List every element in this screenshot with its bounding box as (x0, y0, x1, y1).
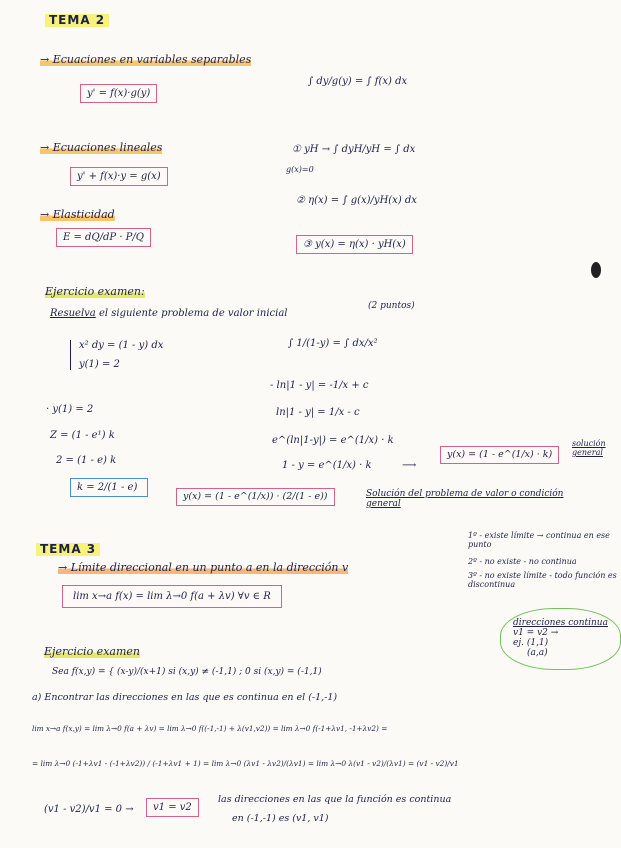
tema3-note-1: 1º - existe límite → continua en ese punto (468, 531, 610, 549)
ejercicio1-initial-condition: · y(1) = 2 (46, 404, 94, 415)
ejercicio1-particular-solution: y(x) = (1 - e^(1/x)) · (2/(1 - e)) (176, 488, 335, 506)
ejercicio1-z-line2: 2 = (1 - e) k (56, 455, 117, 466)
ejercicio2-conclusion-1: las direcciones en las que la función es continua (218, 794, 452, 805)
lineales-formula: y' + f(x)·y = g(x) (70, 167, 168, 186)
ejercicio1-z-line1: Z = (1 - e¹) k (50, 430, 115, 441)
ejercicio2-line1: lim x→a f(x,y) = lim λ→0 f(a + λv) = lim λ→0 f((-1,-1) + λ(v1,v2)) = lim λ→0 f(-1+λv1, -1+λv2) = (32, 724, 388, 733)
ejercicio1-integral: ∫ 1/(1-y) = ∫ dx/x² (288, 338, 378, 349)
tema3-cloud-line1: v1 = v2 → (513, 627, 559, 638)
binder-hole-icon (591, 262, 601, 278)
ejercicio1-step4: 1 - y = e^(1/x) · k (282, 460, 372, 471)
tema2-title: TEMA 2 (45, 14, 109, 27)
ejercicio1-step3: e^(ln|1-y|) = e^(1/x) · k (272, 435, 394, 446)
separables-formula: y' = f(x)·g(y) (80, 84, 157, 103)
ejercicio1-system (70, 340, 163, 370)
ejercicio1-step1: - ln|1 - y| = -1/x + c (270, 380, 369, 391)
ejercicio2-boxed-result: v1 = v2 (146, 798, 199, 817)
separables-heading: → Ecuaciones en variables separables (40, 53, 252, 66)
ejercicio2-line2: = lim λ→0 (-1+λv1 - (-1+λv2)) / (-1+λv1 + 1) = lim λ→0 (λv1 - λv2)/(λv1) = lim λ→0 λ(v1 - v2)/(λv1) = (v1 - v2)/v1 (32, 759, 459, 768)
lineales-step1: ① yH → ∫ dyH/yH = ∫ dx (292, 144, 416, 155)
tema3-title: TEMA 3 (36, 543, 100, 556)
lineales-heading: → Ecuaciones lineales (40, 141, 163, 154)
tema3-cloud-note (500, 608, 621, 670)
ejercicio1-particular-label: Solución del problema de valor o condición general (366, 489, 564, 509)
elasticidad-heading: → Elasticidad (40, 208, 115, 221)
ejercicio1-points: (2 puntos) (368, 301, 415, 311)
lineales-step2: ② η(x) = ∫ g(x)/yH(x) dx (296, 195, 417, 206)
ejercicio2-conclusion-2: en (-1,-1) es (v1, v1) (232, 813, 329, 824)
ejercicio2-line3: (v1 - v2)/v1 = 0 → (44, 804, 134, 815)
ejercicio1-system-line1: x² dy = (1 - y) dx (79, 340, 164, 351)
ejercicio1-system-line2: y(1) = 2 (79, 359, 120, 370)
tema3-heading: → Límite direccional en un punto a en la dirección v (58, 561, 349, 574)
ejercicio1-statement-text: el siguiente problema de valor inicial (98, 308, 288, 319)
ejercicio1-k-result: k = 2/(1 - e) (70, 478, 148, 497)
tema3-formula: lim x→a f(x) = lim λ→0 f(a + λv) ∀v ∈ R (62, 585, 282, 608)
tema3-cloud-line3: (a,a) (527, 647, 548, 658)
ejercicio1-statement-label: Resuelva (50, 308, 96, 319)
lineales-step1-condition: g(x)=0 (286, 165, 314, 174)
tema3-note-2: 2º - no existe - no continua (468, 557, 577, 566)
lineales-step3: ③ y(x) = η(x) · yH(x) (296, 235, 413, 254)
ejercicio2-heading: Ejercicio examen (44, 645, 140, 658)
ejercicio1-statement (50, 308, 288, 319)
separables-integral: ∫ dy/g(y) = ∫ f(x) dx (308, 76, 408, 87)
ejercicio1-heading: Ejercicio examen: (45, 285, 145, 298)
ejercicio1-step2: ln|1 - y| = 1/x - c (276, 407, 360, 418)
tema3-cloud-line2: ej. (1,1) (513, 637, 549, 648)
arrow-right-icon: ⟶ (402, 460, 417, 471)
tema3-cloud-title: direcciones continua (513, 618, 608, 628)
ejercicio2-function-def: Sea f(x,y) = { (x-y)/(x+1) si (x,y) ≠ (-1,1) ; 0 si (x,y) = (-1,1) (52, 667, 322, 677)
tema3-note-3: 3º - no existe límite - todo función es discontinua (468, 571, 617, 589)
ejercicio1-general-solution: y(x) = (1 - e^(1/x) · k) (440, 446, 559, 464)
elasticidad-formula: E = dQ/dP · P/Q (56, 228, 151, 247)
ejercicio1-general-label: solución general (572, 439, 606, 457)
ejercicio2-part-a: a) Encontrar las direcciones en las que es continua en el (-1,-1) (32, 692, 338, 703)
